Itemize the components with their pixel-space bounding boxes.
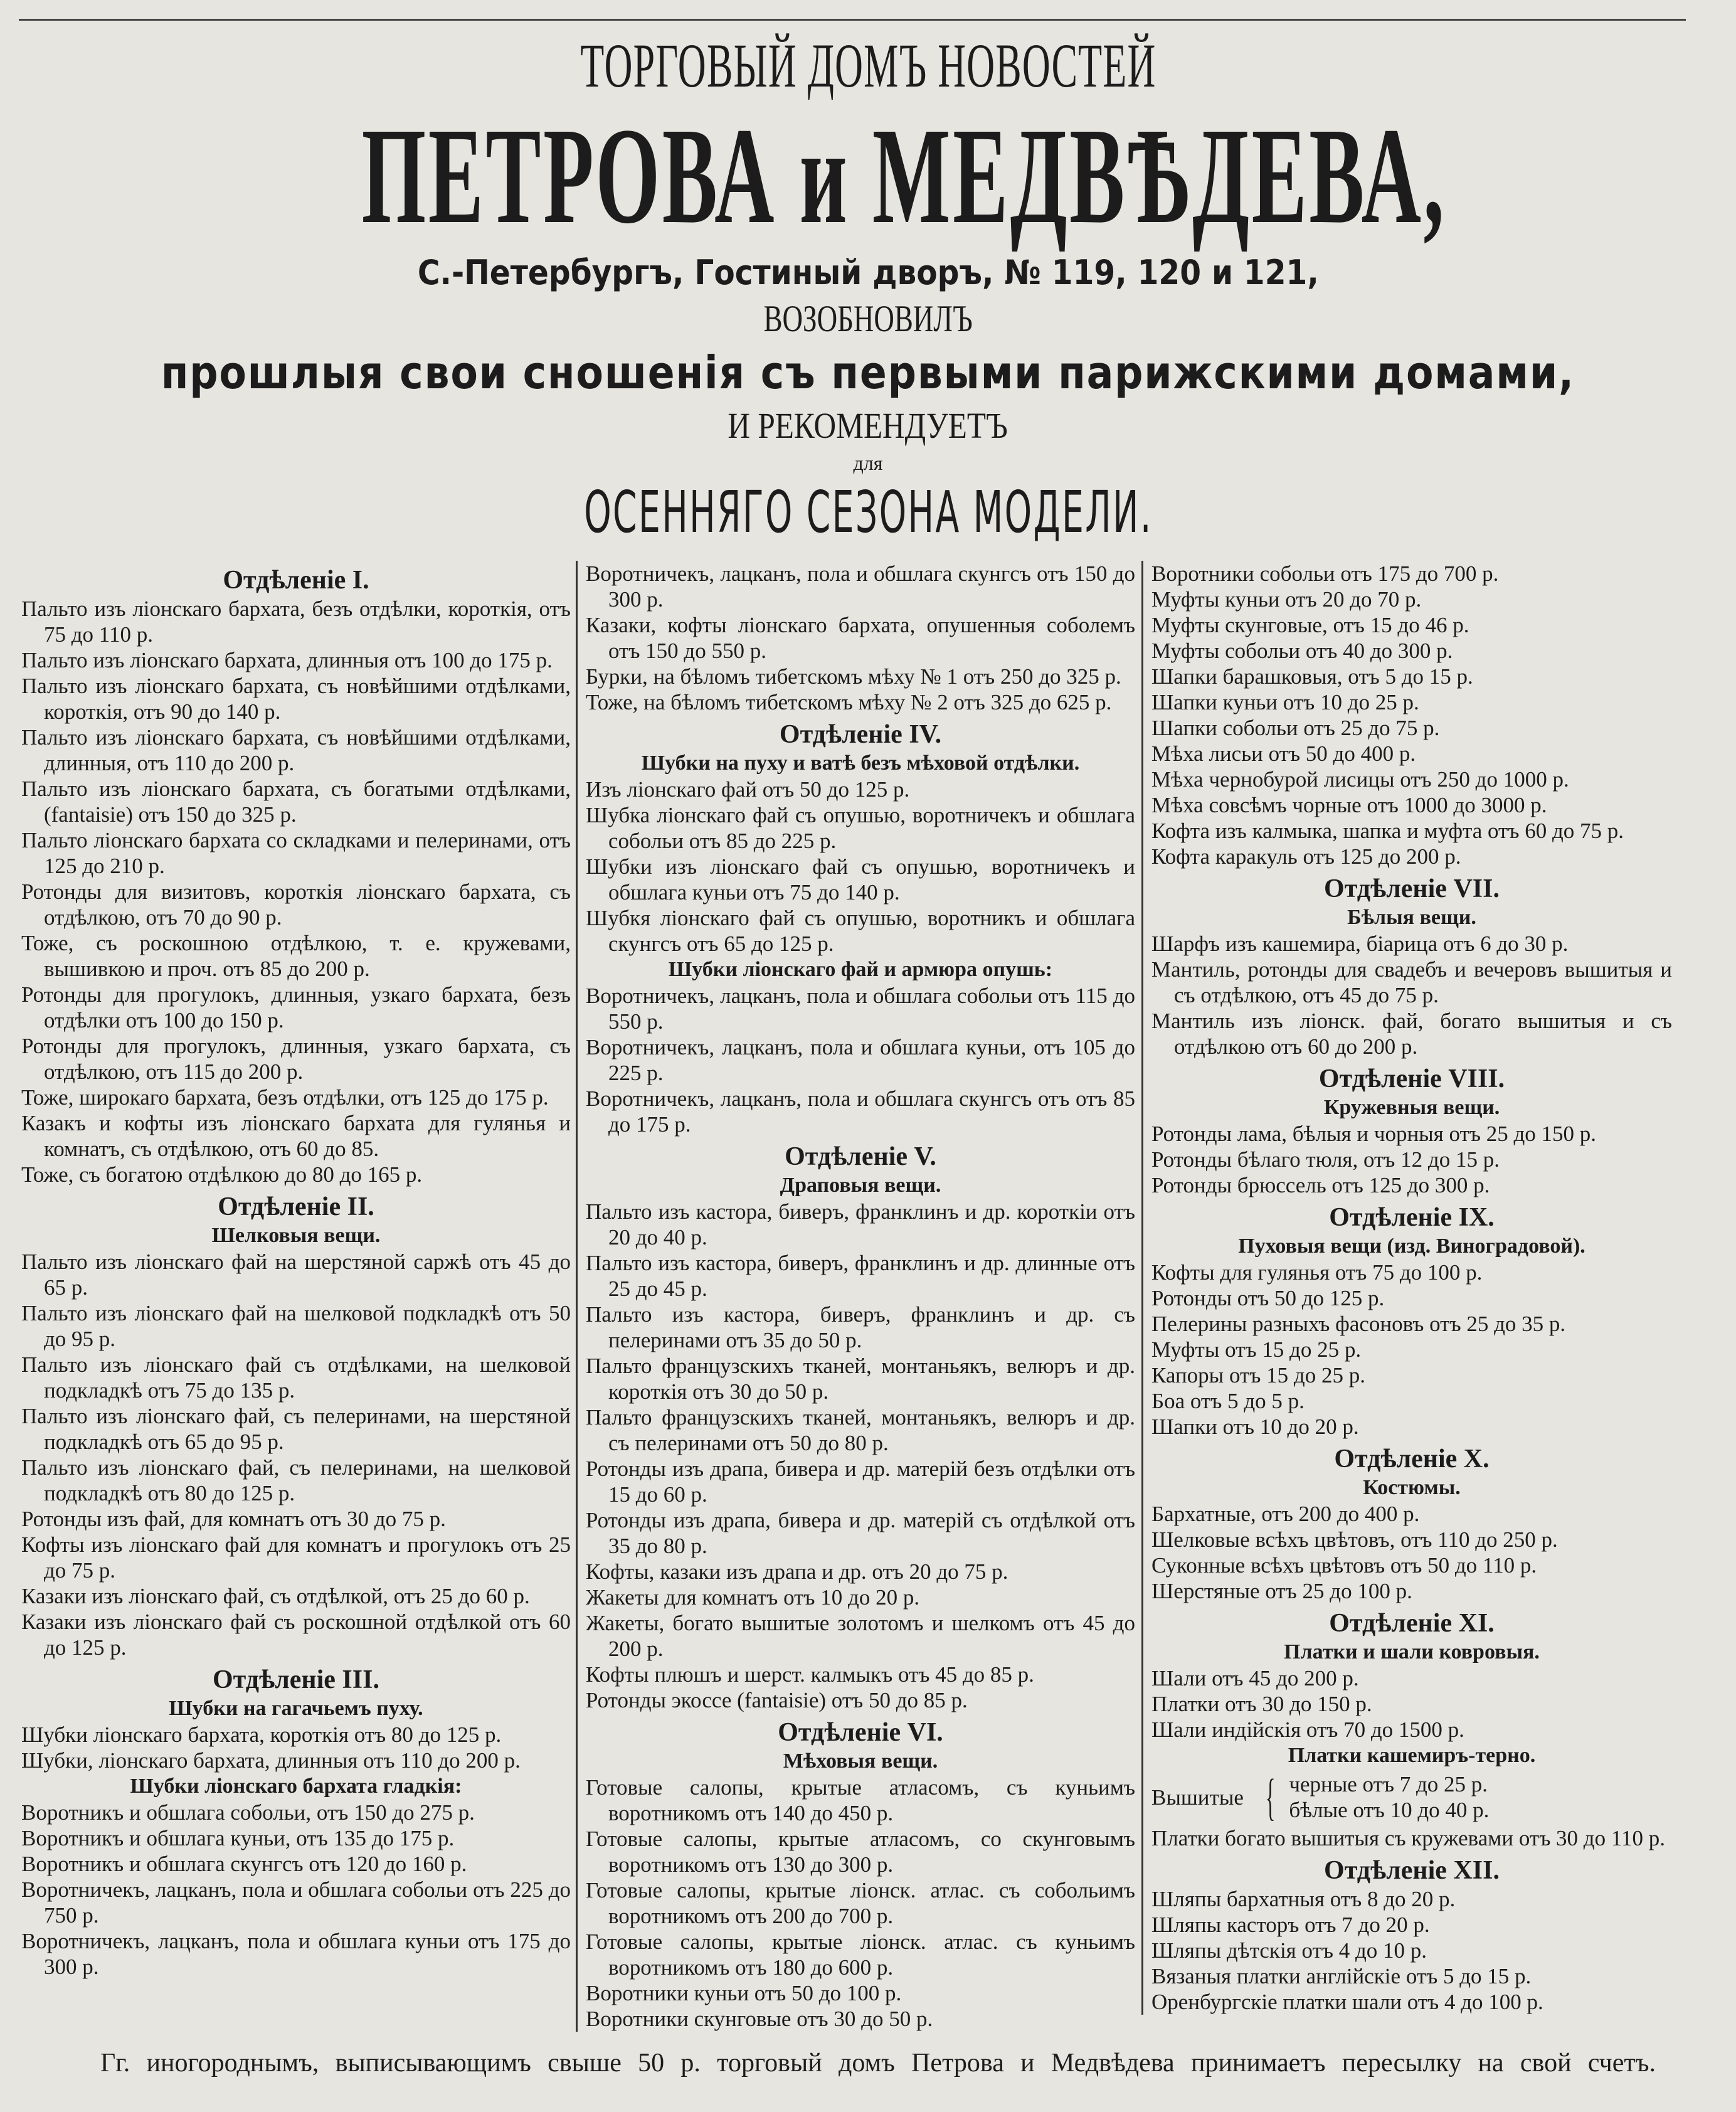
price-item: Ротонды для прогулокъ, длинныя, узкаго бархата, съ отдѣлкою, отъ 115 до 200 р. <box>21 1034 571 1084</box>
price-item: Пальто изъ ліонскаго фай на шелковой подкладкѣ отъ 50 до 95 р. <box>21 1301 571 1351</box>
price-item: Воротничекъ, лацканъ, пола и обшлага скунгсъ отъ отъ 85 до 175 р. <box>586 1086 1135 1137</box>
price-item: Тоже, широкаго бархата, безъ отдѣлки, отъ 125 до 175 р. <box>21 1085 549 1110</box>
price-item: Суконные всѣхъ цвѣтовъ отъ 50 до 110 р. <box>1151 1553 1537 1578</box>
price-item: Тоже, съ богатою отдѣлкою до 80 до 165 р. <box>21 1162 423 1187</box>
section-heading: Отдѣленіе I. <box>223 566 369 595</box>
price-item: Жакеты для комнатъ отъ 10 до 20 р. <box>586 1585 920 1610</box>
column-2 <box>576 561 1141 2032</box>
price-item: Готовые салопы, крытые ліонск. атлас. съ куньимъ воротникомъ отъ 180 до 600 р. <box>586 1929 1135 1980</box>
header-address: С.-Петербургъ, Гостиный дворъ, № 119, 120 и 121, <box>417 253 1319 292</box>
price-group <box>1151 1768 1672 1825</box>
price-line: бѣлые отъ 10 до 40 р. <box>1289 1798 1490 1822</box>
price-item: Шали отъ 45 до 200 р. <box>1151 1666 1359 1690</box>
section-subheading: Мѣховыя вещи. <box>783 1749 938 1773</box>
price-item: Пальто изъ ліонскаго фай, съ пелеринами, на шелковой подкладкѣ отъ 80 до 125 р. <box>21 1455 571 1505</box>
price-item: Муфты куньи отъ 20 до 70 р. <box>1151 587 1422 612</box>
price-item: Платки богато вышитыя съ кружевами отъ 30 до 110 р. <box>1151 1826 1666 1850</box>
header-trading-house: ТОРГОВЫЙ ДОМЪ НОВОСТЕЙ <box>580 31 1156 100</box>
price-item: Жакеты, богато вышитые золотомъ и шелкомъ отъ 45 до 200 р. <box>586 1611 1135 1661</box>
section-heading: Отдѣленіе XII. <box>1324 1856 1500 1885</box>
price-item: Готовые салопы, крытые ліонск. атлас. съ собольимъ воротникомъ отъ 200 до 700 р. <box>586 1878 1135 1928</box>
header-season: ОСЕННЯГО СЕЗОНА МОДЕЛИ. <box>583 479 1153 546</box>
brace-icon: { <box>1265 1768 1276 1825</box>
section-subheading: Бѣлыя вещи. <box>1347 906 1476 929</box>
section-subheading: Платки и шали ковровыя. <box>1284 1640 1540 1664</box>
price-item: Ротонды изъ фай, для комнатъ отъ 30 до 75 р. <box>21 1507 446 1531</box>
price-item: Шубка ліонскаго фай съ опушью, воротничекъ и обшлага собольи отъ 85 до 225 р. <box>586 803 1135 853</box>
price-item: Пальто изъ кастора, биверъ, франклинъ и др. короткіи отъ 20 до 40 р. <box>586 1199 1135 1250</box>
price-item: Мѣха совсѣмъ чорные отъ 1000 до 3000 р. <box>1151 793 1547 817</box>
price-item: Платки отъ 30 до 150 р. <box>1151 1692 1372 1716</box>
header-resumed: ВОЗОБНОВИЛЪ <box>763 298 973 339</box>
price-item: Шубкя ліонскаго фай съ опушью, воротникъ и обшлага скунгсъ отъ 65 до 125 р. <box>586 906 1135 956</box>
price-item: Пальто изъ кастора, биверъ, франклинъ и др. длинные отъ 25 до 45 р. <box>586 1251 1135 1301</box>
section-subheading: Шелковыя вещи. <box>211 1224 381 1247</box>
section-heading: Отдѣленіе X. <box>1334 1445 1490 1473</box>
footer-note: Гг. иногороднымъ, выписывающимъ свыше 50 р. торговый домъ Петрова и Медвѣдева принимаетъ пересылку на свой счетъ. <box>100 2049 1656 2078</box>
price-item: Пальто французскихъ тканей, монтаньякъ, велюръ и др. короткія отъ 30 до 50 р. <box>586 1354 1135 1404</box>
price-item: Шелковые всѣхъ цвѣтовъ, отъ 110 до 250 р. <box>1151 1527 1558 1552</box>
column-1 <box>21 561 576 1980</box>
price-item: Мѣха чернобурой лисицы отъ 250 до 1000 р. <box>1151 767 1569 792</box>
price-item: Пальто изъ ліонскаго бархата, длинныя отъ 100 до 175 р. <box>21 648 553 672</box>
section-heading: Отдѣленіе XI. <box>1329 1609 1495 1638</box>
price-item: Пальто изъ ліонскаго фай съ отдѣлками, на шелковой подкладкѣ отъ 75 до 135 р. <box>21 1352 571 1403</box>
price-item: Боа отъ 5 до 5 р. <box>1151 1389 1305 1413</box>
price-item: Муфты скунговые, отъ 15 до 46 р. <box>1151 613 1469 637</box>
price-item: Казакъ и кофты изъ ліонскаго бархата для гулянья и комнатъ, съ отдѣлкою, отъ 60 до 85. <box>21 1111 571 1161</box>
price-item: Казаки изъ ліонскаго фай съ роскошной отдѣлкой отъ 60 до 125 р. <box>21 1610 571 1660</box>
section-heading: Отдѣленіе VIII. <box>1318 1064 1505 1093</box>
price-item: Пелерины разныхъ фасоновъ отъ 25 до 35 р. <box>1151 1312 1566 1336</box>
header-recommends: И РЕКОМЕНДУЕТЪ <box>728 405 1008 446</box>
price-item: Шляпы касторъ отъ 7 до 20 р. <box>1151 1913 1430 1937</box>
price-item: Мантиль, ротонды для свадебъ и вечеровъ вышитыя и съ отдѣлкою, отъ 45 до 75 р. <box>1151 957 1672 1007</box>
price-item: Шапки отъ 10 до 20 р. <box>1151 1414 1359 1439</box>
header-relations: прошлыя свои сношенія съ первыми парижскими домами, <box>161 346 1575 399</box>
price-item: Ротонды изъ драпа, бивера и др. матерій безъ отдѣлки отъ 15 до 60 р. <box>586 1457 1135 1507</box>
price-item: Шляпы дѣтскія отъ 4 до 10 р. <box>1151 1938 1427 1963</box>
columns <box>0 561 1736 2032</box>
price-item: Пальто ліонскаго бархата со складками и пелеринами, отъ 125 до 210 р. <box>21 828 571 878</box>
section-heading: Отдѣленіе VII. <box>1324 874 1500 903</box>
section-subheading: Костюмы. <box>1363 1476 1461 1499</box>
price-item: Воротникъ и обшлага скунгсъ отъ 120 до 160 р. <box>21 1852 467 1876</box>
price-item: Готовые салопы, крытые атласомъ, со скунговымъ воротникомъ отъ 130 до 300 р. <box>586 1827 1135 1877</box>
price-item: Вязаныя платки англійскіе отъ 5 до 15 р. <box>1151 1964 1532 1988</box>
group-label: Вышитые <box>1151 1785 1244 1810</box>
price-item: Оренбургскіе платки шали отъ 4 до 100 р. <box>1151 1990 1543 2014</box>
price-item: Ротонды экоссе (fantaisie) отъ 50 до 85 р. <box>586 1688 968 1712</box>
section-subheading: Шубки ліонскаго фай и армюра опушь: <box>668 958 1053 981</box>
section-heading: Отдѣленіе III. <box>213 1665 379 1694</box>
price-item: Кофты для гулянья отъ 75 до 100 р. <box>1151 1260 1483 1285</box>
price-item: Воротникъ и обшлага собольи, отъ 150 до 275 р. <box>21 1800 475 1825</box>
section-subheading: Шубки ліонскаго бархата гладкія: <box>130 1775 462 1798</box>
section-heading: Отдѣленіе IV. <box>779 720 942 749</box>
price-item: Пальто изъ ліонскаго бархата, безъ отдѣлки, короткія, отъ 75 до 110 р. <box>21 597 571 647</box>
price-item: Кофты плюшъ и шерст. калмыкъ отъ 45 до 85 р. <box>586 1662 1034 1687</box>
price-item: Ротонды для прогулокъ, длинныя, узкаго бархата, безъ отдѣлки отъ 100 до 150 р. <box>21 982 571 1032</box>
price-item: Воротники собольи отъ 175 до 700 р. <box>1151 561 1499 586</box>
price-item: Воротники скунговые отъ 30 до 50 р. <box>586 2007 933 2031</box>
price-item: Воротничекъ, лацканъ, пола и обшлага скунгсъ отъ 150 до 300 р. <box>586 561 1135 612</box>
price-item: Муфты отъ 15 до 25 р. <box>1151 1337 1362 1362</box>
price-item: Готовые салопы, крытые атласомъ, съ куньимъ воротникомъ отъ 140 до 450 р. <box>586 1775 1135 1825</box>
price-item: Мѣха лисьи отъ 50 до 400 р. <box>1151 741 1416 766</box>
price-item: Кофта изъ калмыка, шапка и муфта отъ 60 до 75 р. <box>1151 819 1624 843</box>
price-item: Бурки, на бѣломъ тибетскомъ мѣху № 1 отъ 250 до 325 р. <box>586 664 1121 689</box>
price-item: Тоже, на бѣломъ тибетскомъ мѣху № 2 отъ 325 до 625 р. <box>586 690 1112 714</box>
price-item: Шали индійскія отъ 70 до 1500 р. <box>1151 1717 1464 1742</box>
price-item: Воротники куньи отъ 50 до 100 р. <box>586 1981 902 2005</box>
price-item: Воротничекъ, лацканъ, пола и обшлага собольи отъ 115 до 550 р. <box>586 984 1135 1034</box>
price-item: Шляпы бархатныя отъ 8 до 20 р. <box>1151 1887 1456 1911</box>
price-item: Пальто изъ ліонскаго бархата, съ новѣйшими отдѣлками, длинныя, отъ 110 до 200 р. <box>21 725 571 775</box>
price-item: Шарфъ изъ кашемира, біарица отъ 6 до 30 р. <box>1151 931 1569 956</box>
price-item: Воротникъ и обшлага куньи, отъ 135 до 175 р. <box>21 1826 455 1850</box>
section-subheading: Драповыя вещи. <box>780 1174 941 1197</box>
section-heading: Отдѣленіе II. <box>218 1192 374 1221</box>
price-item: Кофты, казаки изъ драпа и др. отъ 20 до 75 р. <box>586 1559 1008 1584</box>
price-item: Мантиль изъ ліонск. фай, богато вышитыя и съ отдѣлкою отъ 60 до 200 р. <box>1151 1009 1672 1059</box>
section-subheading: Шубки на гагачьемъ пуху. <box>169 1697 423 1720</box>
group-lines <box>1289 1771 1489 1823</box>
column-3 <box>1141 561 1672 2015</box>
price-item: Бархатные, отъ 200 до 400 р. <box>1151 1502 1420 1526</box>
price-item: Пальто изъ ліонскаго бархата, съ новѣйшими отдѣлками, короткія, отъ 90 до 140 р. <box>21 674 571 724</box>
price-item: Кофта каракуль отъ 125 до 200 р. <box>1151 844 1461 869</box>
price-item: Пальто изъ ліонскаго фай, съ пелеринами, на шерстяной подкладкѣ отъ 65 до 95 р. <box>21 1404 571 1454</box>
price-item: Воротничекъ, лацканъ, пола и обшлага куньи отъ 175 до 300 р. <box>21 1929 571 1979</box>
section-heading: Отдѣленіе V. <box>785 1142 936 1171</box>
section-subheading: Шубки на пуху и ватѣ безъ мѣховой отдѣлки. <box>641 751 1080 775</box>
price-item: Ротонды лама, бѣлыя и чорныя отъ 25 до 150 р. <box>1151 1122 1597 1146</box>
header-for: для <box>853 452 883 474</box>
top-rule <box>19 19 1686 21</box>
price-item: Пальто изъ ліонскаго бархата, съ богатыми отдѣлками, (fantaisie) отъ 150 до 325 р. <box>21 777 571 827</box>
header-title: ПЕТРОВА и МЕДВѢДЕВА, <box>361 99 1447 252</box>
price-item: Изъ ліонскаго фай отъ 50 до 125 р. <box>586 777 910 802</box>
price-item: Шубки ліонскаго бархата, короткія отъ 80 до 125 р. <box>21 1722 502 1747</box>
price-item: Капоры отъ 15 до 25 р. <box>1151 1363 1365 1388</box>
section-subheading: Пуховыя вещи (изд. Виноградовой). <box>1238 1234 1585 1258</box>
price-item: Шерстяные отъ 25 до 100 р. <box>1151 1579 1412 1603</box>
price-item: Пальто изъ кастора, биверъ, франклинъ и др. съ пелеринами отъ 35 до 50 р. <box>586 1302 1135 1352</box>
section-heading: Отдѣленіе VI. <box>778 1718 943 1747</box>
section-subheading: Платки кашемиръ-терно. <box>1288 1744 1536 1767</box>
price-item: Ротонды отъ 50 до 125 р. <box>1151 1286 1385 1310</box>
price-item: Шапки барашковыя, отъ 5 до 15 р. <box>1151 664 1473 689</box>
price-item: Шубки, ліонскаго бархата, длинныя отъ 110 до 200 р. <box>21 1748 521 1773</box>
price-item: Воротничекъ, лацканъ, пола и обшлага куньи, отъ 105 до 225 р. <box>586 1035 1135 1085</box>
price-item: Тоже, съ роскошною отдѣлкою, т. е. кружевами, вышивкою и проч. отъ 85 до 200 р. <box>21 931 571 981</box>
section-heading: Отдѣленіе IX. <box>1329 1203 1495 1232</box>
price-item: Шапки собольи отъ 25 до 75 р. <box>1151 716 1440 740</box>
price-item: Воротничекъ, лацканъ, пола и обшлага собольи отъ 225 до 750 р. <box>21 1877 571 1928</box>
price-item: Пальто французскихъ тканей, монтаньякъ, велюръ и др. съ пелеринами отъ 50 до 80 р. <box>586 1405 1135 1455</box>
price-item: Муфты собольи отъ 40 до 300 р. <box>1151 639 1453 663</box>
price-item: Кофты изъ ліонскаго фай для комнатъ и прогулокъ отъ 25 до 75 р. <box>21 1532 571 1583</box>
price-item: Ротонды для визитовъ, короткія ліонскаго бархата, съ отдѣлкою, отъ 70 до 90 р. <box>21 879 571 930</box>
price-item: Ротонды брюссель отъ 125 до 300 р. <box>1151 1173 1490 1197</box>
price-item: Казаки, кофты ліонскаго бархата, опушенныя соболемъ отъ 150 до 550 р. <box>586 613 1135 663</box>
price-item: Ротонды изъ драпа, бивера и др. матерій съ отдѣлкой отъ 35 до 80 р. <box>586 1508 1135 1558</box>
price-line: черные отъ 7 до 25 р. <box>1289 1772 1488 1796</box>
price-item: Шапки куньи отъ 10 до 25 р. <box>1151 690 1419 714</box>
price-item: Ротонды бѣлаго тюля, отъ 12 до 15 р. <box>1151 1147 1500 1172</box>
price-item: Шубки изъ ліонскаго фай съ опушью, воротничекъ и обшлага куньи отъ 75 до 140 р. <box>586 854 1135 905</box>
price-item: Пальто изъ ліонскаго фай на шерстяной саржѣ отъ 45 до 65 р. <box>21 1250 571 1300</box>
price-item: Казаки изъ ліонскаго фай, съ отдѣлкой, отъ 25 до 60 р. <box>21 1584 530 1608</box>
section-subheading: Кружевныя вещи. <box>1323 1096 1500 1119</box>
